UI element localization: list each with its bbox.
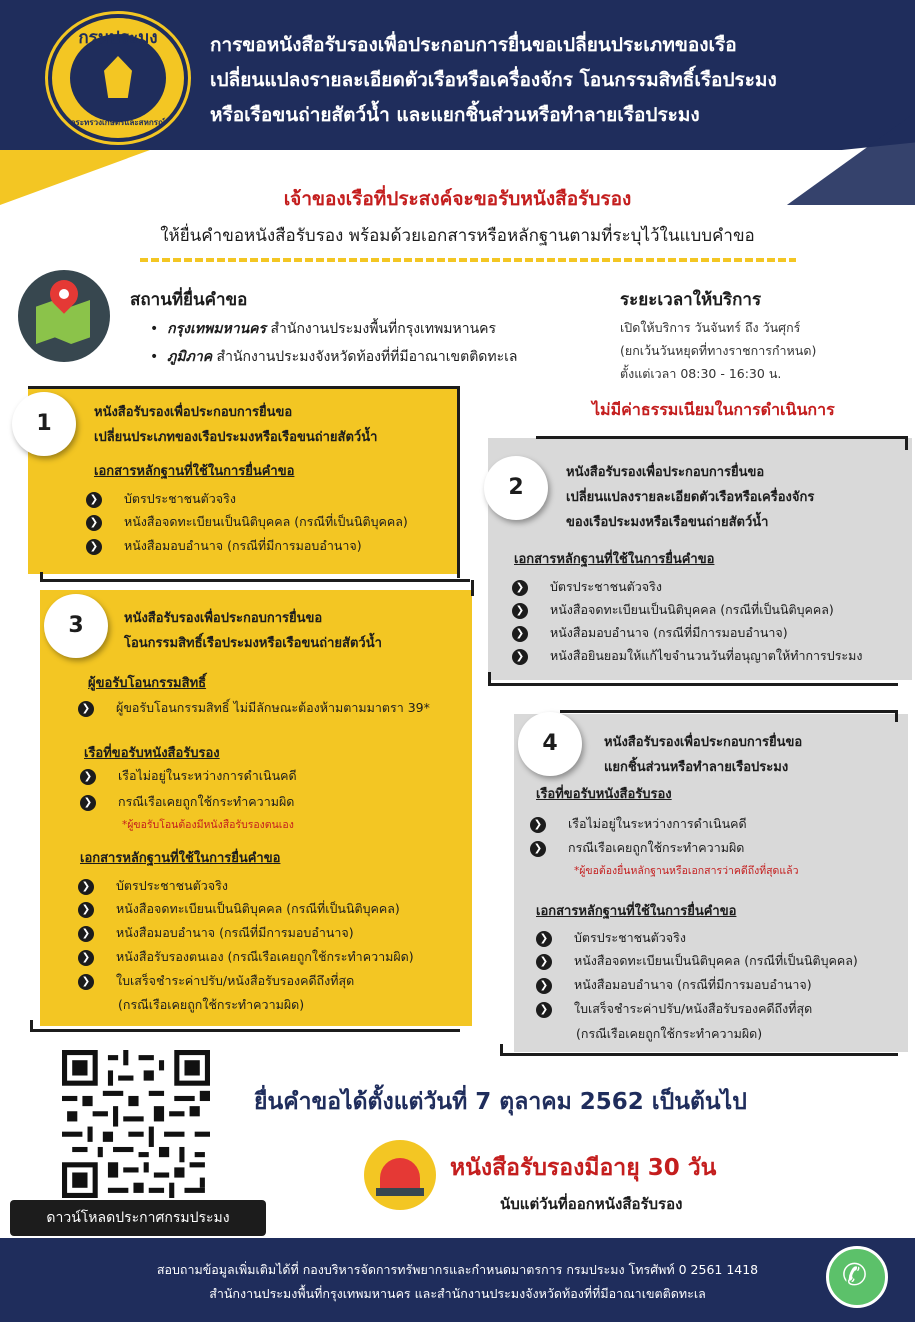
- chevron-right-icon: ❯: [512, 603, 528, 619]
- chevron-right-icon: ❯: [80, 795, 96, 811]
- box-2-item: ❯ หนังสือจดทะเบียนเป็นนิติบุคคล (กรณีที่เป็นนิติบุคคล): [512, 600, 834, 620]
- box-3-item: ❯ เรือไม่อยู่ในระหว่างการดำเนินคดี: [80, 766, 297, 786]
- siren-base: [376, 1188, 424, 1196]
- box-2-title-line: เปลี่ยนแปลงรายละเอียดตัวเรือหรือเครื่องจักร: [566, 490, 815, 505]
- location-title: สถานที่ยื่นคำขอ: [130, 290, 248, 310]
- dashed-divider: [140, 258, 796, 262]
- box-3-title: [124, 606, 382, 656]
- seal-emblem-icon: [104, 56, 132, 98]
- chevron-right-icon: ❯: [78, 950, 94, 966]
- certificate-validity-text: หนังสือรับรองมีอายุ 30 วัน: [450, 1155, 717, 1181]
- box-2-bracket: [536, 436, 908, 450]
- box-4-item: ❯ หนังสือจดทะเบียนเป็นนิติบุคคล (กรณีที่เป็นนิติบุคคล): [536, 951, 858, 971]
- step-number-2: 2: [484, 456, 548, 520]
- service-hours-title: ระยะเวลาให้บริการ: [620, 290, 762, 310]
- chevron-right-icon: ❯: [86, 492, 102, 508]
- qr-code-icon[interactable]: [62, 1050, 210, 1198]
- chevron-right-icon: ❯: [536, 978, 552, 994]
- download-announcement-button[interactable]: ดาวน์โหลดประกาศกรมประมง: [10, 1200, 266, 1236]
- box-2-item: ❯ หนังสือยินยอมให้แก้ไขจำนวนวันที่อนุญาตให้ทำการประมง: [512, 646, 862, 666]
- step-number-3: 3: [44, 594, 108, 658]
- location-item: • กรุงเทพมหานคร สำนักงานประมงพื้นที่กรุงเทพมหานคร: [150, 321, 497, 337]
- box-2-item: ❯ หนังสือมอบอำนาจ (กรณีที่มีการมอบอำนาจ): [512, 623, 788, 643]
- box-2-title-line: ของเรือประมงหรือเรือขนถ่ายสัตว์น้ำ: [566, 515, 769, 530]
- box-3-item: ❯ หนังสือมอบอำนาจ (กรณีที่มีการมอบอำนาจ): [78, 923, 354, 943]
- chevron-right-icon: ❯: [512, 626, 528, 642]
- title-line: เปลี่ยนแปลงรายละเอียดตัวเรือหรือเครื่องจักร โอนกรรมสิทธิ์เรือประมง: [210, 69, 777, 91]
- chevron-right-icon: ❯: [78, 974, 94, 990]
- box-2-bracket-bottom: [488, 672, 898, 686]
- pin-dot: [59, 289, 69, 299]
- box-1-subheading: เอกสารหลักฐานที่ใช้ในการยื่นคำขอ: [94, 464, 295, 479]
- box-3-subheading: เรือที่ขอรับหนังสือรับรอง: [84, 746, 220, 761]
- box-4-title-line: หนังสือรับรองเพื่อประกอบการยื่นขอ: [604, 735, 803, 750]
- no-fee-notice: ไม่มีค่าธรรมเนียมในการดำเนินการ: [592, 400, 835, 419]
- box-4-title-line: แยกชิ้นส่วนหรือทำลายเรือประมง: [604, 760, 789, 775]
- box-3-item: ❯ หนังสือจดทะเบียนเป็นนิติบุคคล (กรณีที่เป็นนิติบุคคล): [78, 899, 400, 919]
- lead-subtext: ให้ยื่นคำขอหนังสือรับรอง พร้อมด้วยเอกสารหรือหลักฐานตามที่ระบุไว้ในแบบคำขอ: [160, 226, 755, 246]
- chevron-right-icon: ❯: [512, 580, 528, 596]
- box-4-note: *ผู้ขอต้องยื่นหลักฐานหรือเอกสารว่าคดีถึงที่สุดแล้ว: [574, 865, 799, 877]
- box-1-title-line: เปลี่ยนประเภทของเรือประมงหรือเรือขนถ่ายสัตว์น้ำ: [94, 430, 378, 445]
- chevron-right-icon: ❯: [536, 954, 552, 970]
- chevron-right-icon: ❯: [86, 515, 102, 531]
- location-item-bold: กรุงเทพมหานคร: [167, 321, 267, 337]
- box-2-title: [566, 460, 814, 535]
- box-3-item: ❯ หนังสือรับรองตนเอง (กรณีเรือเคยถูกใช้กระทำความผิด): [78, 947, 414, 967]
- chevron-right-icon: ❯: [536, 1002, 552, 1018]
- location-item-text: สำนักงานประมงจังหวัดท้องที่ที่มีอาณาเขตติดทะเล: [212, 349, 518, 365]
- box-4-item-continued: (กรณีเรือเคยถูกใช้กระทำความผิด): [576, 1026, 763, 1041]
- box-1-item: ❯ หนังสือมอบอำนาจ (กรณีที่มีการมอบอำนาจ): [86, 536, 362, 556]
- box-3-item: ❯ บัตรประชาชนตัวจริง: [78, 876, 228, 896]
- box-3-item: ❯ ใบเสร็จชำระค่าปรับ/หนังสือรับรองคดีถึงที่สุด: [78, 971, 354, 991]
- box-2-title-line: หนังสือรับรองเพื่อประกอบการยื่นขอ: [566, 465, 765, 480]
- box-4-item: ❯ กรณีเรือเคยถูกใช้กระทำความผิด: [530, 838, 744, 858]
- footer-contact-line: สอบถามข้อมูลเพิ่มเติมได้ที่ กองบริหารจัดการทรัพยากรและกำหนดมาตรการ กรมประมง โทรศัพท์ 0 2561 1418: [156, 1262, 759, 1277]
- box-3-title-line: โอนกรรมสิทธิ์เรือประมงหรือเรือขนถ่ายสัตว์น้ำ: [124, 636, 382, 651]
- chevron-right-icon: ❯: [536, 931, 552, 947]
- box-4-bracket-bottom: [500, 1044, 898, 1056]
- location-item: • ภูมิภาค สำนักงานประมงจังหวัดท้องที่ที่มีอาณาเขตติดทะเล: [150, 349, 518, 365]
- box-3-bracket: [40, 580, 474, 596]
- chevron-right-icon: ❯: [78, 879, 94, 895]
- department-seal-logo: [48, 14, 188, 142]
- step-number-1: 1: [12, 392, 76, 456]
- title-line: หรือเรือขนถ่ายสัตว์น้ำ และแยกชิ้นส่วนหรือทำลายเรือประมง: [210, 104, 700, 126]
- seal-bottom-text: กระทรวงเกษตรและสหกรณ์: [70, 118, 166, 127]
- chevron-right-icon: ❯: [512, 649, 528, 665]
- box-4-bracket: [560, 710, 898, 722]
- box-1-item: ❯ บัตรประชาชนตัวจริง: [86, 489, 236, 509]
- box-4-subheading: เอกสารหลักฐานที่ใช้ในการยื่นคำขอ: [536, 904, 737, 919]
- chevron-right-icon: ❯: [78, 902, 94, 918]
- box-3-subheading: เอกสารหลักฐานที่ใช้ในการยื่นคำขอ: [80, 851, 281, 866]
- page-title: [210, 28, 900, 133]
- box-3-note: *ผู้ขอรับโอนต้องมีหนังสือรับรองตนเอง: [122, 819, 294, 831]
- box-3-title-line: หนังสือรับรองเพื่อประกอบการยื่นขอ: [124, 611, 323, 626]
- footer: [0, 1238, 915, 1322]
- location-item-bold: ภูมิภาค: [167, 349, 213, 365]
- box-4-item: ❯ หนังสือมอบอำนาจ (กรณีที่มีการมอบอำนาจ): [536, 975, 812, 995]
- chevron-right-icon: ❯: [78, 926, 94, 942]
- box-3-item-continued: (กรณีเรือเคยถูกใช้กระทำความผิด): [118, 997, 305, 1012]
- box-4-subheading: เรือที่ขอรับหนังสือรับรอง: [536, 787, 672, 802]
- box-2-subheading: เอกสารหลักฐานที่ใช้ในการยื่นคำขอ: [514, 552, 715, 567]
- lead-heading: เจ้าของเรือที่ประสงค์จะขอรับหนังสือรับรอง: [283, 188, 632, 210]
- chevron-right-icon: ❯: [530, 817, 546, 833]
- step-number-4: 4: [518, 712, 582, 776]
- title-line: การขอหนังสือรับรองเพื่อประกอบการยื่นขอเปลี่ยนประเภทของเรือ: [210, 34, 737, 56]
- box-4-item: ❯ ใบเสร็จชำระค่าปรับ/หนังสือรับรองคดีถึงที่สุด: [536, 999, 812, 1019]
- seal-top-text: กรมประมง: [78, 28, 158, 48]
- service-line: (ยกเว้นวันหยุดที่ทางราชการกำหนด): [620, 343, 817, 358]
- effective-date-text: ยื่นคำขอได้ตั้งแต่วันที่ 7 ตุลาคม 2562 เป็นต้นไป: [254, 1089, 747, 1115]
- box-4-title: [604, 730, 802, 780]
- service-line: ตั้งแต่เวลา 08:30 - 16:30 น.: [620, 366, 782, 381]
- box-3-subheading: ผู้ขอรับโอนกรรมสิทธิ์: [88, 676, 207, 691]
- box-1-title: [94, 400, 377, 450]
- box-2-item: ❯ บัตรประชาชนตัวจริง: [512, 577, 662, 597]
- chevron-right-icon: ❯: [78, 701, 94, 717]
- service-line: เปิดให้บริการ วันจันทร์ ถึง วันศุกร์: [620, 320, 801, 335]
- chevron-right-icon: ❯: [86, 539, 102, 555]
- chevron-right-icon: ❯: [80, 769, 96, 785]
- location-item-text: สำนักงานประมงพื้นที่กรุงเทพมหานคร: [266, 321, 497, 337]
- box-3-bracket-bottom: [30, 1020, 460, 1032]
- box-3-item: ❯ กรณีเรือเคยถูกใช้กระทำความผิด: [80, 792, 294, 812]
- box-4-item: ❯ บัตรประชาชนตัวจริง: [536, 928, 686, 948]
- box-1-item: ❯ หนังสือจดทะเบียนเป็นนิติบุคคล (กรณีที่เป็นนิติบุคคล): [86, 512, 408, 532]
- phone-handset-icon: ✆: [842, 1258, 868, 1293]
- footer-office-line: สำนักงานประมงพื้นที่กรุงเทพมหานคร และสำนักงานประมงจังหวัดท้องที่ที่มีอาณาเขตติดทะเล: [209, 1286, 706, 1301]
- box-1-title-line: หนังสือรับรองเพื่อประกอบการยื่นขอ: [94, 405, 293, 420]
- box-3-item: ❯ ผู้ขอรับโอนกรรมสิทธิ์ ไม่มีลักษณะต้องห้ามตามมาตรา 39*: [78, 698, 430, 718]
- certificate-validity-subtext: นับแต่วันที่ออกหนังสือรับรอง: [500, 1195, 683, 1213]
- box-4-item: ❯ เรือไม่อยู่ในระหว่างการดำเนินคดี: [530, 814, 747, 834]
- chevron-right-icon: ❯: [530, 841, 546, 857]
